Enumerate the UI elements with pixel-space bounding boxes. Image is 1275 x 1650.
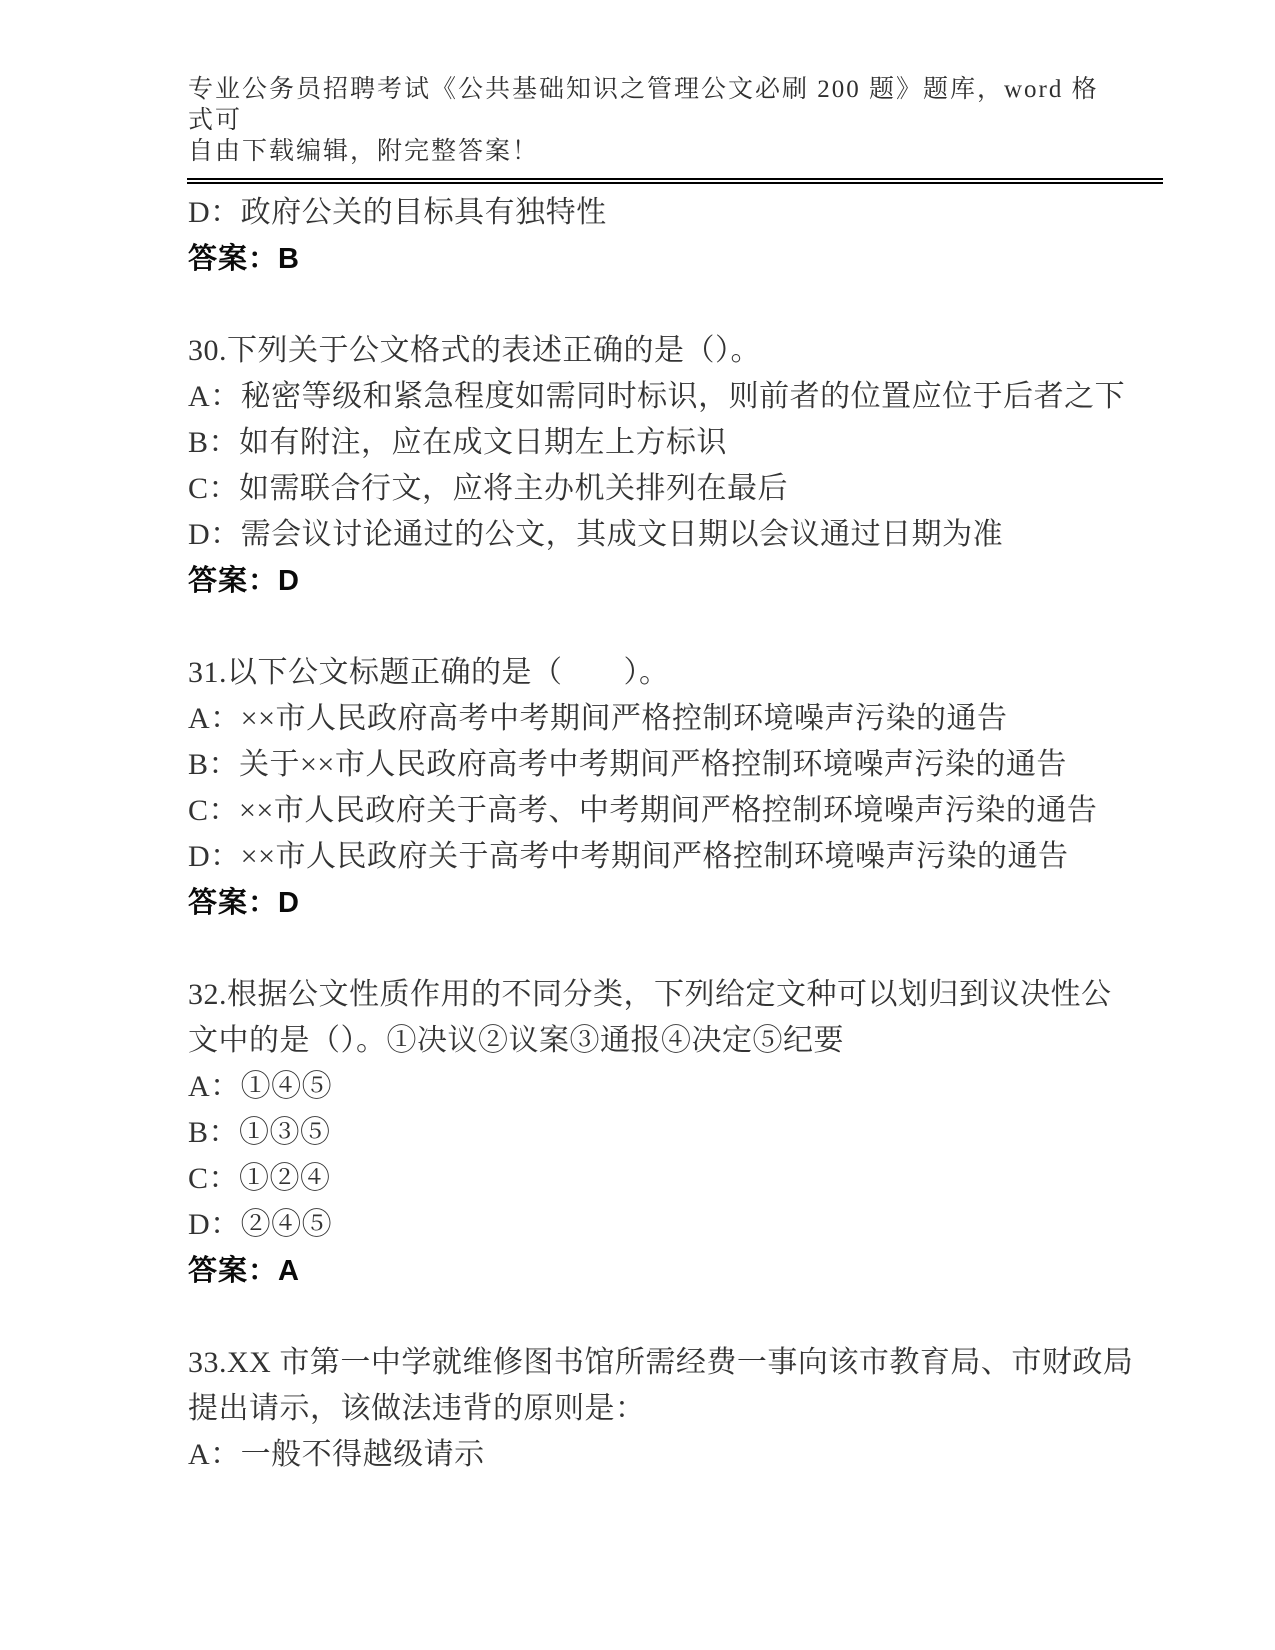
page-header [188,74,1108,167]
document-body [188,190,1188,1478]
option-line: D：需会议讨论通过的公文，其成文日期以会议通过日期为准 [188,518,1004,551]
option-line: C：①②④ [188,1162,331,1195]
option-line: A：××市人民政府高考中考期间严格控制环境噪声污染的通告 [188,702,1008,735]
answer-line: 答案：B [188,243,300,275]
carryover-question-fragment [188,190,1188,282]
question-stem: 文中的是（）。①决议②议案③通报④决定⑤纪要 [188,1024,844,1057]
option-line: B：关于××市人民政府高考中考期间严格控制环境噪声污染的通告 [188,748,1067,781]
question-stem: 30.下列关于公文格式的表述正确的是（）。 [188,334,761,367]
question-stem: 31.以下公文标题正确的是（ ）。 [188,656,670,689]
header-text-line: 专业公务员招聘考试《公共基础知识之管理公文必刷 200 题》题库，word 格式可 [188,76,1099,134]
answer-line: 答案：A [188,1255,300,1287]
option-line: B：如有附注，应在成文日期左上方标识 [188,426,728,459]
option-line: C：如需联合行文，应将主办机关排列在最后 [188,472,789,505]
option-line: D：②④⑤ [188,1208,333,1241]
question-33 [188,1340,1188,1478]
question-31 [188,650,1188,926]
option-line: D：政府公关的目标具有独特性 [188,196,607,229]
option-line: A：一般不得越级请示 [188,1438,485,1471]
question-stem: 33.XX 市第一中学就维修图书馆所需经费一事向该市教育局、市财政局 [188,1346,1134,1379]
header-text-line: 自由下载编辑，附完整答案！ [188,138,540,165]
option-line: B：①③⑤ [188,1116,331,1149]
question-32 [188,972,1188,1294]
header-separator-line [187,178,1163,184]
question-stem: 32.根据公文性质作用的不同分类，下列给定文种可以划归到议决性公 [188,978,1112,1011]
option-line: A：秘密等级和紧急程度如需同时标识，则前者的位置应位于后者之下 [188,380,1126,413]
answer-line: 答案：D [188,887,300,919]
question-stem: 提出请示，该做法违背的原则是： [188,1392,646,1425]
question-30 [188,328,1188,604]
option-line: D：××市人民政府关于高考中考期间严格控制环境噪声污染的通告 [188,840,1069,873]
option-line: C：××市人民政府关于高考、中考期间严格控制环境噪声污染的通告 [188,794,1098,827]
answer-line: 答案：D [188,565,300,597]
option-line: A：①④⑤ [188,1070,333,1103]
